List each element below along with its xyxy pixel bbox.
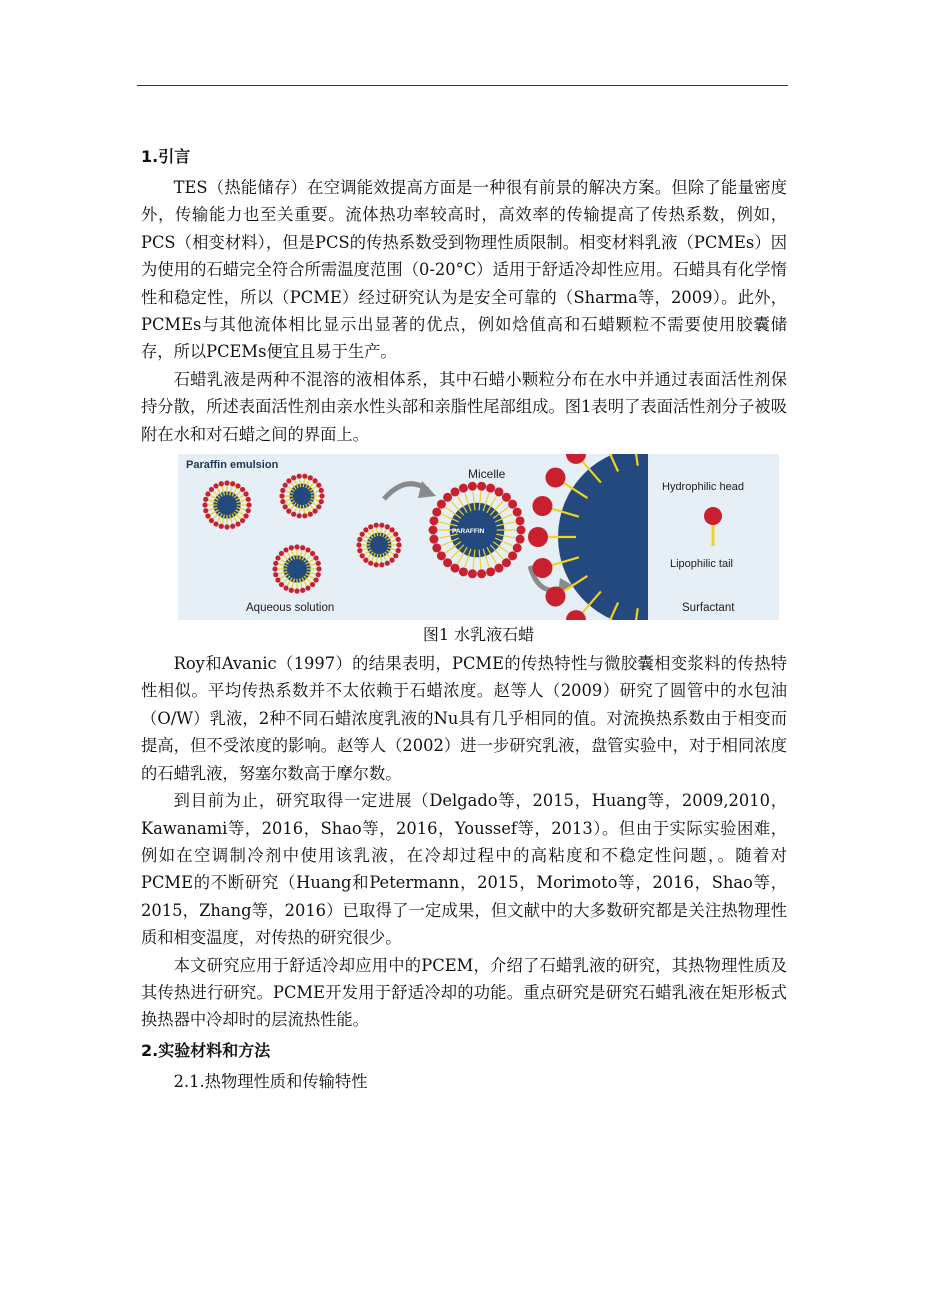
droplet [356, 523, 401, 568]
label-lipophilic-tail: Lipophilic tail [670, 558, 733, 571]
figure-paraffin-emulsion [178, 454, 779, 620]
label-paraffin-emulsion: Paraffin emulsion [186, 459, 279, 472]
label-surfactant: Surfactant [682, 602, 735, 615]
paragraph: TES（热能储存）在空调能效提高方面是一种很有前景的解决方案。但除了能量密度外，传输能力也至关重要。流体热功率较高时，高效率的传输提高了传热系数，例如，PCS（相变材料），但是PCS的传热系数受到物理性质限制。相变材料乳液（PCMEs）因为使用的石蜡完全符合所需温度范围（0-20°C）适用于舒适冷却性应用。石蜡具有化学惰性和稳定性，所以（PCME）经过研究认为是安全可靠的（Sharma等，2009）。此外，PCMEs与其他流体相比显示出显著的优点，例如焓值高和石蜡颗粒不需要使用胶囊储存，所以PCEMs便宜且易于生产。 [141, 178, 787, 362]
section-1-heading: 1.引言 [141, 147, 191, 166]
subsection-heading: 2.1.热物理性质和传输特性 [173, 1071, 368, 1091]
hydrophilic-head-icon [704, 507, 722, 525]
label-paraffin: PARAFFIN [452, 528, 485, 536]
section-2-heading: 2.实验材料和方法 [141, 1040, 271, 1060]
paragraph: 石蜡乳液是两种不混溶的液相体系，其中石蜡小颗粒分布在水中并通过表面活性剂保持分散，所述表面活性剂由亲水性头部和亲脂性尾部组成。图1表明了表面活性剂分子被吸附在水和对石蜡之间的界面上。 [141, 369, 787, 444]
paragraph: Roy和Avanic（1997）的结果表明，PCME的传热特性与微胶囊相变浆料的传热特性相似。平均传热系数并不太依赖于石蜡浓度。赵等人（2009）研究了圆管中的水包油（O/W）乳液，2种不同石蜡浓度乳液的Nu具有几乎相同的值。对流换热系数由于相变而提高，但不受浓度的影响。赵等人（2002）进一步研究乳液，盘管实验中，对于相同浓度的石蜡乳液，努塞尔数高于摩尔数。 [141, 654, 787, 783]
droplet [202, 480, 251, 529]
emulsion-droplets [202, 474, 401, 594]
header-rule [137, 85, 788, 86]
droplet [272, 544, 321, 593]
label-micelle: Micelle [468, 467, 506, 482]
emulsion-diagram [178, 454, 779, 620]
page-content [141, 140, 787, 1096]
label-hydrophilic-head: Hydrophilic head [662, 481, 744, 494]
arrow-to-micelle [384, 481, 436, 499]
label-aqueous-solution: Aqueous solution [246, 602, 335, 615]
figure-caption: 图1 水乳液石蜡 [422, 625, 535, 645]
droplet [279, 474, 324, 519]
paragraph: 本文研究应用于舒适冷却应用中的PCEM，介绍了石蜡乳液的研究，其热物理性质及其传热进行研究。PCME开发用于舒适冷却的功能。重点研究是研究石蜡乳液在矩形板式换热器中冷却时的层流热性能。 [141, 955, 787, 1030]
legend-surfactant-molecule [704, 507, 722, 546]
paraffin-water-interface [528, 454, 648, 620]
paragraph: 到目前为止，研究取得一定进展（Delgado等，2015，Huang等，2009,2010，Kawanami等，2016，Shao等，2016，Youssef等，2013）。但由于实际实验困难，例如在空调制冷剂中使用该乳液，在冷却过程中的高粘度和不稳定性问题，。随着对PCME的不断研究（Huang和Petermann，2015，Morimoto等，2016，Shao等，2015，Zhang等，2016）已取得了一定成果，但文献中的大多数研究都是关注热物理性质和相变温度，对传热的研究很少。 [141, 791, 787, 948]
